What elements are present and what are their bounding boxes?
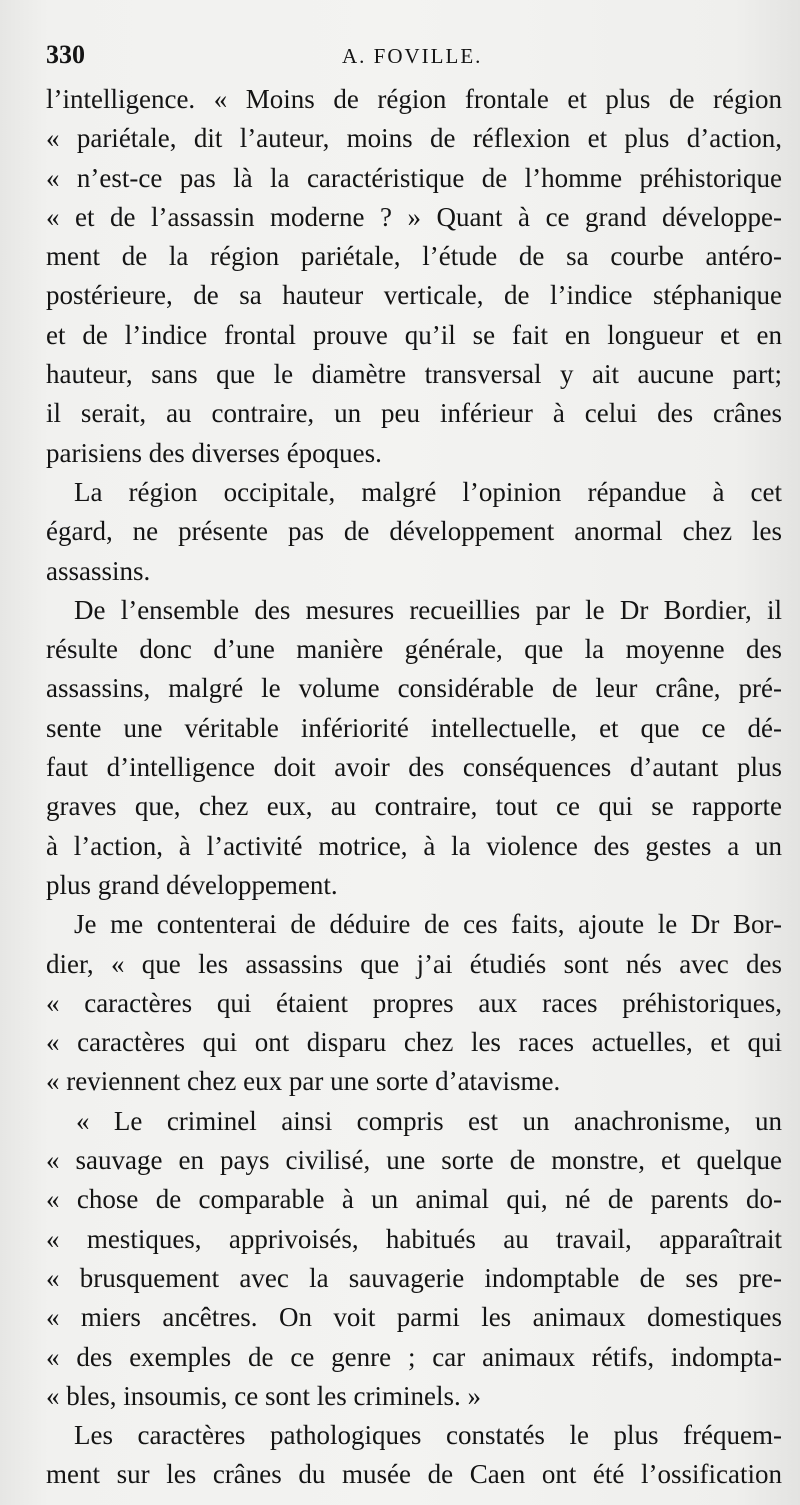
text-line: il serait, au contraire, un peu inférieur à celui des crânes: [46, 398, 782, 429]
page-header: [46, 40, 776, 74]
text-line: « des exemples de ce genre ; car animaux rétifs, indompta-: [46, 1341, 782, 1372]
text-line: « miers ancêtres. On voit parmi les animaux domestiques: [46, 1302, 782, 1333]
text-line: ment de la région pariétale, l’étude de sa courbe antéro-: [46, 241, 782, 272]
text-line: parisiens des diverses époques.: [46, 437, 382, 468]
text-line: « et de l’assassin moderne ? » Quant à ce grand développe-: [46, 201, 782, 232]
running-head: A. FOVILLE.: [342, 44, 483, 68]
text-line: « bles, insoumis, ce sont les criminels. »: [46, 1380, 481, 1411]
text-line: « pariétale, dit l’auteur, moins de réflexion et plus d’action,: [46, 123, 782, 154]
body-text: [46, 80, 782, 1495]
text-line: assassins.: [46, 555, 151, 586]
text-line: « brusquement avec la sauvagerie indomptable de ses pre-: [46, 1262, 782, 1293]
text-line: résulte donc d’une manière générale, que la moyenne des: [46, 634, 782, 665]
text-line: « caractères qui ont disparu chez les races actuelles, et qui: [46, 1027, 782, 1058]
text-line: « caractères qui étaient propres aux races préhistoriques,: [46, 987, 782, 1018]
text-line: « sauvage en pays civilisé, une sorte de monstre, et quelque: [46, 1145, 782, 1176]
text-line: faut d’intelligence doit avoir des conséquences d’autant plus: [46, 752, 782, 783]
text-line: assassins, malgré le volume considérable de leur crâne, pré-: [46, 673, 782, 704]
text-line: Les caractères pathologiques constatés le plus fréquem-: [74, 1420, 782, 1451]
text-line: sente une véritable infériorité intellectuelle, et que ce dé-: [46, 712, 782, 743]
text-line: hauteur, sans que le diamètre transversal y ait aucune part;: [46, 359, 782, 390]
text-line: plus grand développement.: [46, 869, 338, 900]
text-line: « reviennent chez eux par une sorte d’atavisme.: [46, 1066, 561, 1097]
text-line: graves que, chez eux, au contraire, tout ce qui se rapporte: [46, 791, 782, 822]
text-line: Je me contenterai de déduire de ces faits, ajoute le Dr Bor-: [74, 909, 782, 940]
text-line: De l’ensemble des mesures recueillies par le Dr Bordier, il: [74, 594, 782, 625]
text-line: La région occipitale, malgré l’opinion répandue à cet: [74, 476, 782, 507]
text-line: ment sur les crânes du musée de Caen ont été l’ossification: [46, 1459, 782, 1490]
text-line: « chose de comparable à un animal qui, né de parents do-: [46, 1184, 782, 1215]
page-number: 330: [46, 40, 85, 69]
text-line: « mestiques, apprivoisés, habitués au travail, apparaîtrait: [46, 1223, 782, 1254]
text-line: égard, ne présente pas de développement anormal chez les: [46, 516, 782, 547]
text-line: et de l’indice frontal prouve qu’il se fait en longueur et en: [46, 319, 782, 350]
text-line: l’intelligence. « Moins de région frontale et plus de région: [46, 84, 782, 114]
text-line: « Le criminel ainsi compris est un anachronisme, un: [76, 1105, 782, 1136]
text-line: postérieure, de sa hauteur verticale, de l’indice stéphanique: [46, 280, 782, 311]
text-line: « n’est-ce pas là la caractéristique de l’homme préhistorique: [46, 162, 782, 193]
text-line: dier, « que les assassins que j’ai étudiés sont nés avec des: [46, 948, 782, 979]
text-line: à l’action, à l’activité motrice, à la violence des gestes a un: [46, 830, 782, 861]
